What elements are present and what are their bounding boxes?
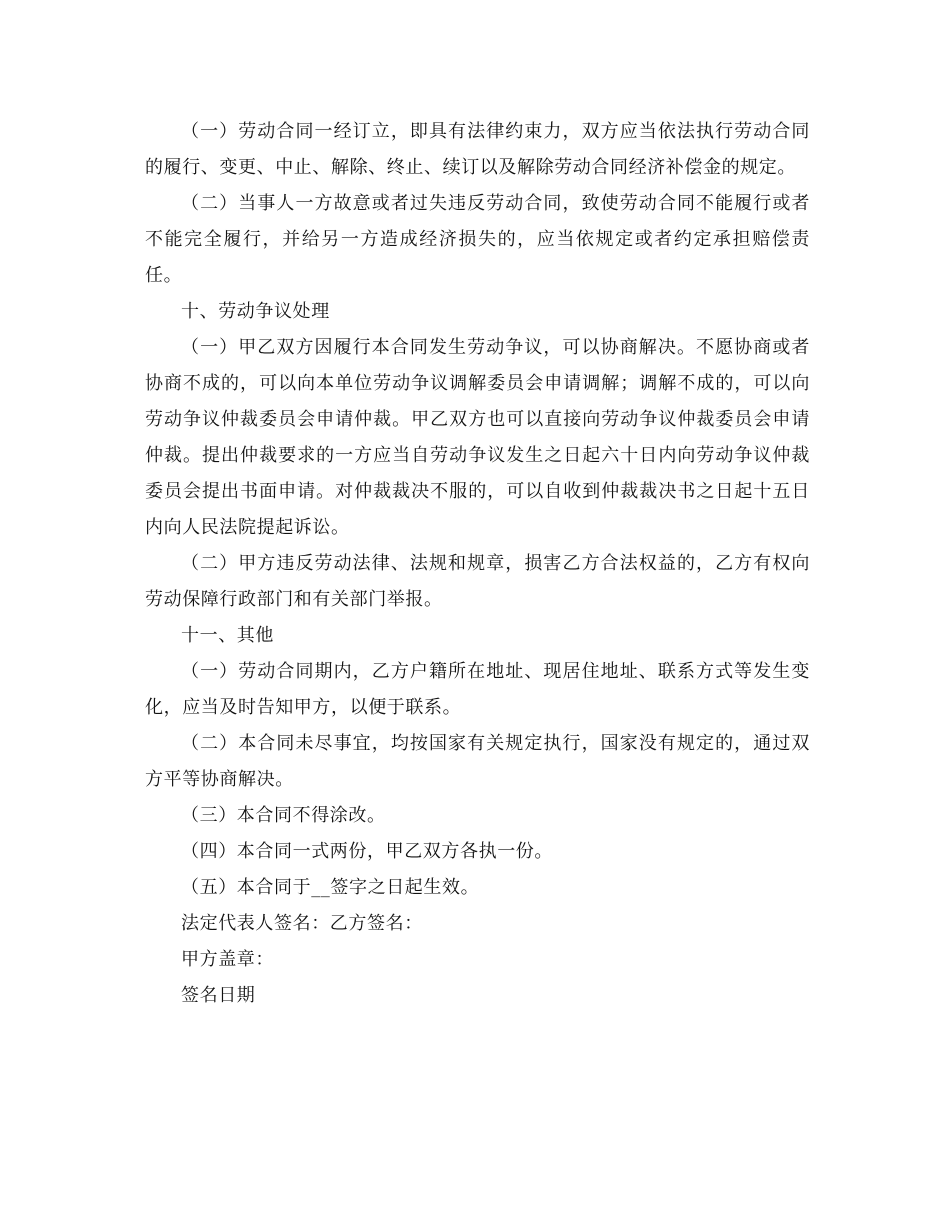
clause-copies: （四）本合同一式两份，甲乙双方各执一份。 [181, 841, 553, 862]
clause-dispute-report: （二）甲方违反劳动法律、法规和规章，损害乙方合法权益的，乙方有权向劳动保障行政部门和有关部门举报。 [145, 553, 810, 610]
section-heading-dispute: 十、劳动争议处理 [181, 301, 330, 322]
clause-no-alteration: （三）本合同不得涂改。 [181, 805, 386, 826]
signature-date: 签名日期 [181, 985, 256, 1006]
signature-seal: 甲方盖章： [181, 949, 274, 970]
section-heading-other: 十一、其他 [181, 625, 274, 646]
clause-liability: （二）当事人一方故意或者过失违反劳动合同，致使劳动合同不能履行或者不能完全履行，并给另一方造成经济损失的，应当依规定或者约定承担赔偿责任。 [145, 193, 810, 286]
clause-dispute-resolution: （一）甲乙双方因履行本合同发生劳动争议，可以协商解决。不愿协商或者协商不成的，可以向本单位劳动争议调解委员会申请调解；调解不成的，可以向劳动争议仲裁委员会申请仲裁。甲乙双方也可以直接向劳动争议仲裁委员会申请仲裁。提出仲裁要求的一方应当自劳动争议发生之日起六十日内向劳动争议仲裁委员会提出书面申请。对仲裁裁决不服的，可以自收到仲裁裁决书之日起十五日内向人民法院提起诉讼。 [145, 337, 810, 538]
document-body [145, 114, 810, 1014]
clause-unmentioned-matters: （二）本合同未尽事宜，均按国家有关规定执行，国家没有规定的，通过双方平等协商解决。 [145, 733, 810, 790]
clause-effective-date: （五）本合同于__签字之日起生效。 [181, 877, 480, 898]
clause-binding-force: （一）劳动合同一经订立，即具有法律约束力，双方应当依法执行劳动合同的履行、变更、中止、解除、终止、续订以及解除劳动合同经济补偿金的规定。 [145, 121, 810, 178]
clause-contact-change: （一）劳动合同期内，乙方户籍所在地址、现居住地址、联系方式等发生变化，应当及时告知甲方，以便于联系。 [145, 661, 810, 718]
signature-legal-representative: 法定代表人签名：乙方签名： [181, 913, 423, 934]
